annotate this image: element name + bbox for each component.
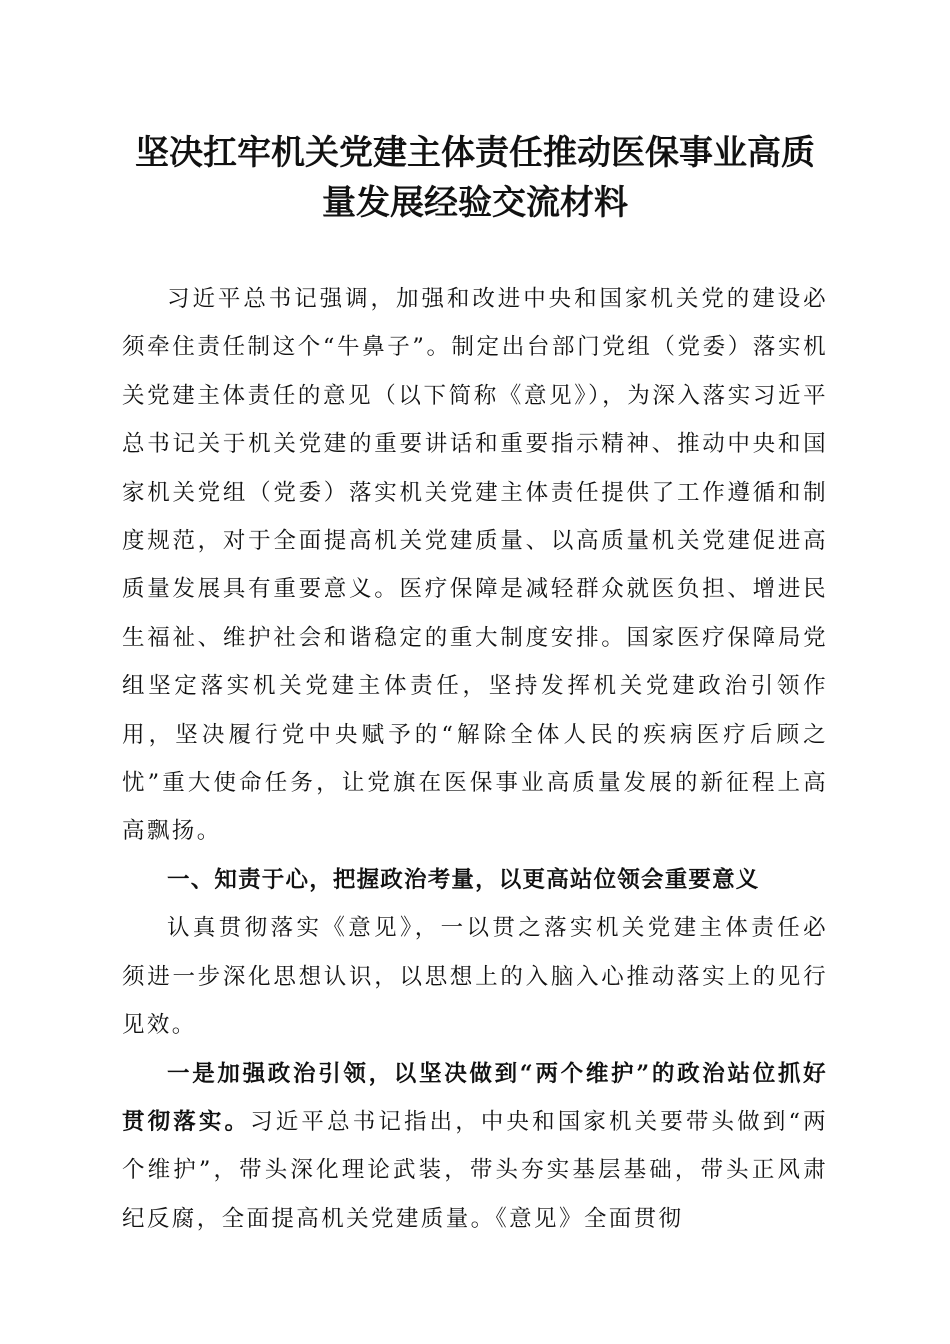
document-title <box>100 128 850 228</box>
title-line-2: 量发展经验交流材料 <box>322 183 628 223</box>
point-one-text: 习近平总书记指出，中央和国家机关要带头做到“两个维护”，带头深化理论武装，带头夯实基层基础，带头正风肃纪反腐，全面提高机关党建质量。《意见》全面贯彻 <box>122 1108 828 1232</box>
title-line-1: 坚决扛牢机关党建主体责任推动医保事业高质 <box>135 133 815 173</box>
intro-paragraph: 习近平总书记强调，加强和改进中央和国家机关党的建设必须牵住责任制这个“牛鼻子”。制定出台部门党组（党委）落实机关党建主体责任的意见（以下简称《意见》），为深入落实习近平总书记关于机关党建的重要讲话和重要指示精神、推动中央和国家机关党组（党委）落实机关党建主体责任提供了工作遵循和制度规范，对于全面提高机关党建质量、以高质量机关党建促进高质量发展具有重要意义。医疗保障是减轻群众就医负担、增进民生福祉、维护社会和谐稳定的重大制度安排。国家医疗保障局党组坚定落实机关党建主体责任，坚持发挥机关党建政治引领作用，坚决履行党中央赋予的“解除全体人民的疾病医疗后顾之忧”重大使命任务，让党旗在医保事业高质量发展的新征程上高高飘扬。 <box>122 286 828 845</box>
document-body <box>122 275 828 1243</box>
section-heading-1: 一、知责于心，把握政治考量，以更高站位领会重要意义 <box>167 866 760 893</box>
point-one-lead: 一是加强政治引领，以坚决做到“两个维护”的政治站位抓好贯彻落实。 <box>122 1060 828 1135</box>
section-1-paragraph: 认真贯彻落实《意见》，一以贯之落实机关党建主体责任必须进一步深化思想认识，以思想上的入脑入心推动落实上的见行见效。 <box>122 915 828 1039</box>
point-one-paragraph <box>122 1050 828 1244</box>
